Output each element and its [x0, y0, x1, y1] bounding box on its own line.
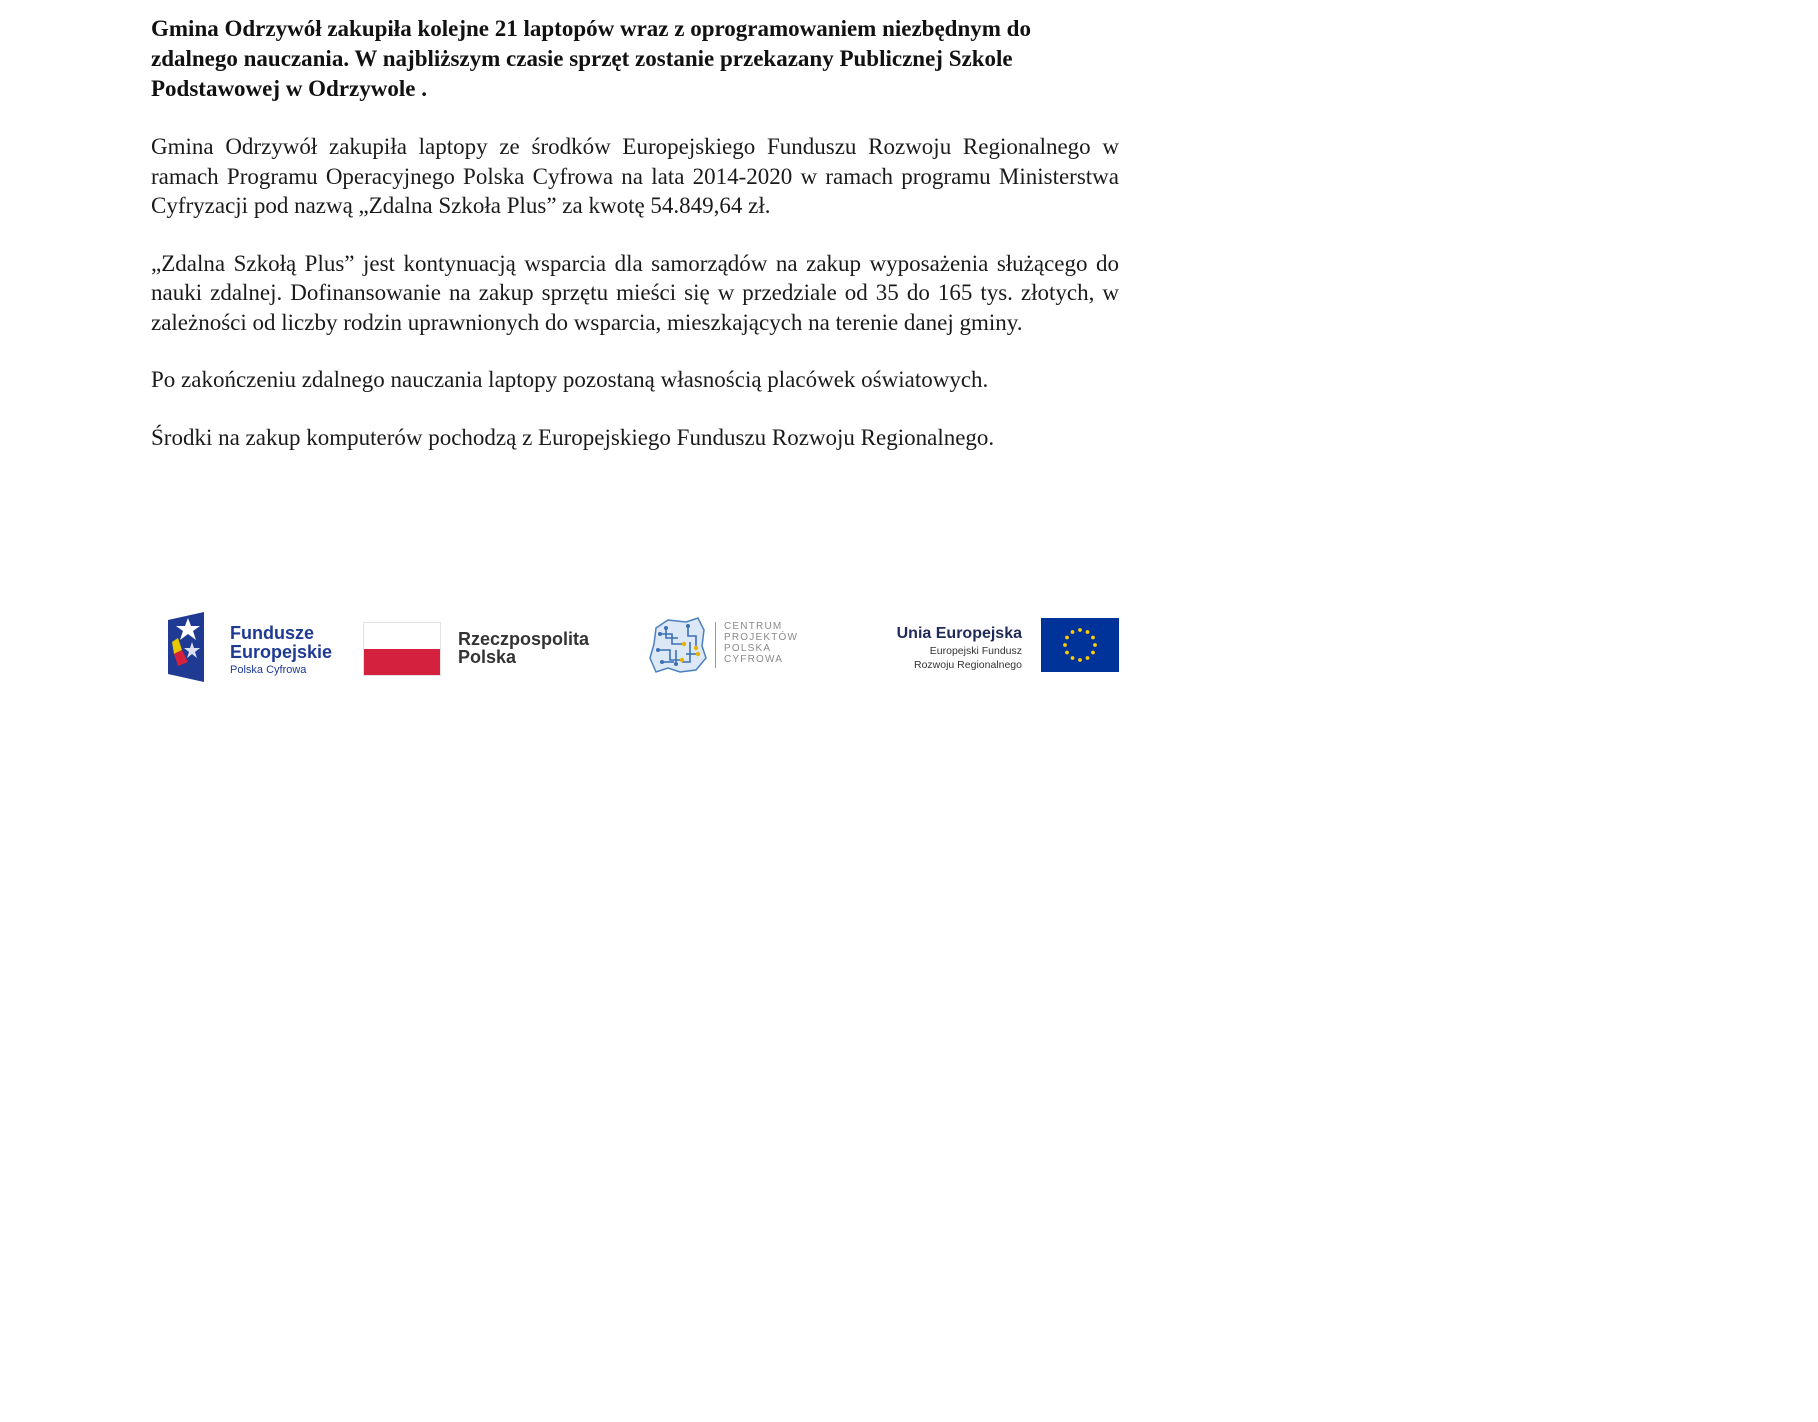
logo-divider: [715, 622, 716, 668]
funding-logos-bar: [151, 600, 1119, 690]
poland-circuit-map-icon: [646, 614, 708, 676]
centrum-projektow-text: CENTRUM PROJEKTÓW POLSKA CYFROWA: [724, 621, 799, 665]
fundusze-europejskie-logo: [164, 600, 344, 690]
rzeczpospolita-polska-logo: [363, 600, 603, 690]
document-body: [151, 14, 1119, 452]
fundusze-europejskie-star-icon: [164, 612, 224, 682]
fundusze-europejskie-text: Fundusze Europejskie Polska Cyfrowa: [230, 623, 333, 676]
centrum-projektow-logo: [646, 600, 816, 690]
paragraph-funding-source: Gmina Odrzywół zakupiła laptopy ze środków Europejskiego Funduszu Rozwoju Regionalnego w ramach Programu Operacyjnego Polska Cyfrowa na lata 2014-2020 w ramach programu Ministerstwa Cyfryzacji pod nazwą „Zdalna Szkoła Plus” za kwotę 54.849,64 zł.: [151, 134, 1119, 218]
eu-flag-icon: [1041, 618, 1119, 672]
document-headline: Gmina Odrzywół zakupiła kolejne 21 laptopów wraz z oprogramowaniem niezbędnym do zdalnego nauczania. W najbliższym czasie sprzęt zostanie przekazany Publicznej Szkole Podstawowej w Odrzywole .: [151, 16, 1031, 101]
paragraph-program-description: „Zdalna Szkołą Plus” jest kontynuacją wsparcia dla samorządów na zakup wyposażenia służącego do nauki zdalnej. Dofinansowanie na zakup sprzętu mieści się w przedziale od 35 do 165 tys. złotych, w zależności od liczby rodzin uprawnionych do wsparcia, mieszkających na terenie danej gminy.: [151, 250, 1119, 335]
rzeczpospolita-polska-text: Rzeczpospolita Polska: [458, 629, 590, 667]
polish-flag-icon: [363, 622, 441, 676]
unia-europejska-logo: [861, 600, 1119, 690]
paragraph-ownership: Po zakończeniu zdalnego nauczania laptopy pozostaną własnością placówek oświatowych.: [151, 367, 989, 392]
paragraph-funds-origin: Środki na zakup komputerów pochodzą z Europejskiego Funduszu Rozwoju Regionalnego.: [151, 424, 995, 450]
unia-europejska-text: Unia Europejska Europejski Fundusz Rozwoju Regionalnego: [896, 625, 1022, 671]
